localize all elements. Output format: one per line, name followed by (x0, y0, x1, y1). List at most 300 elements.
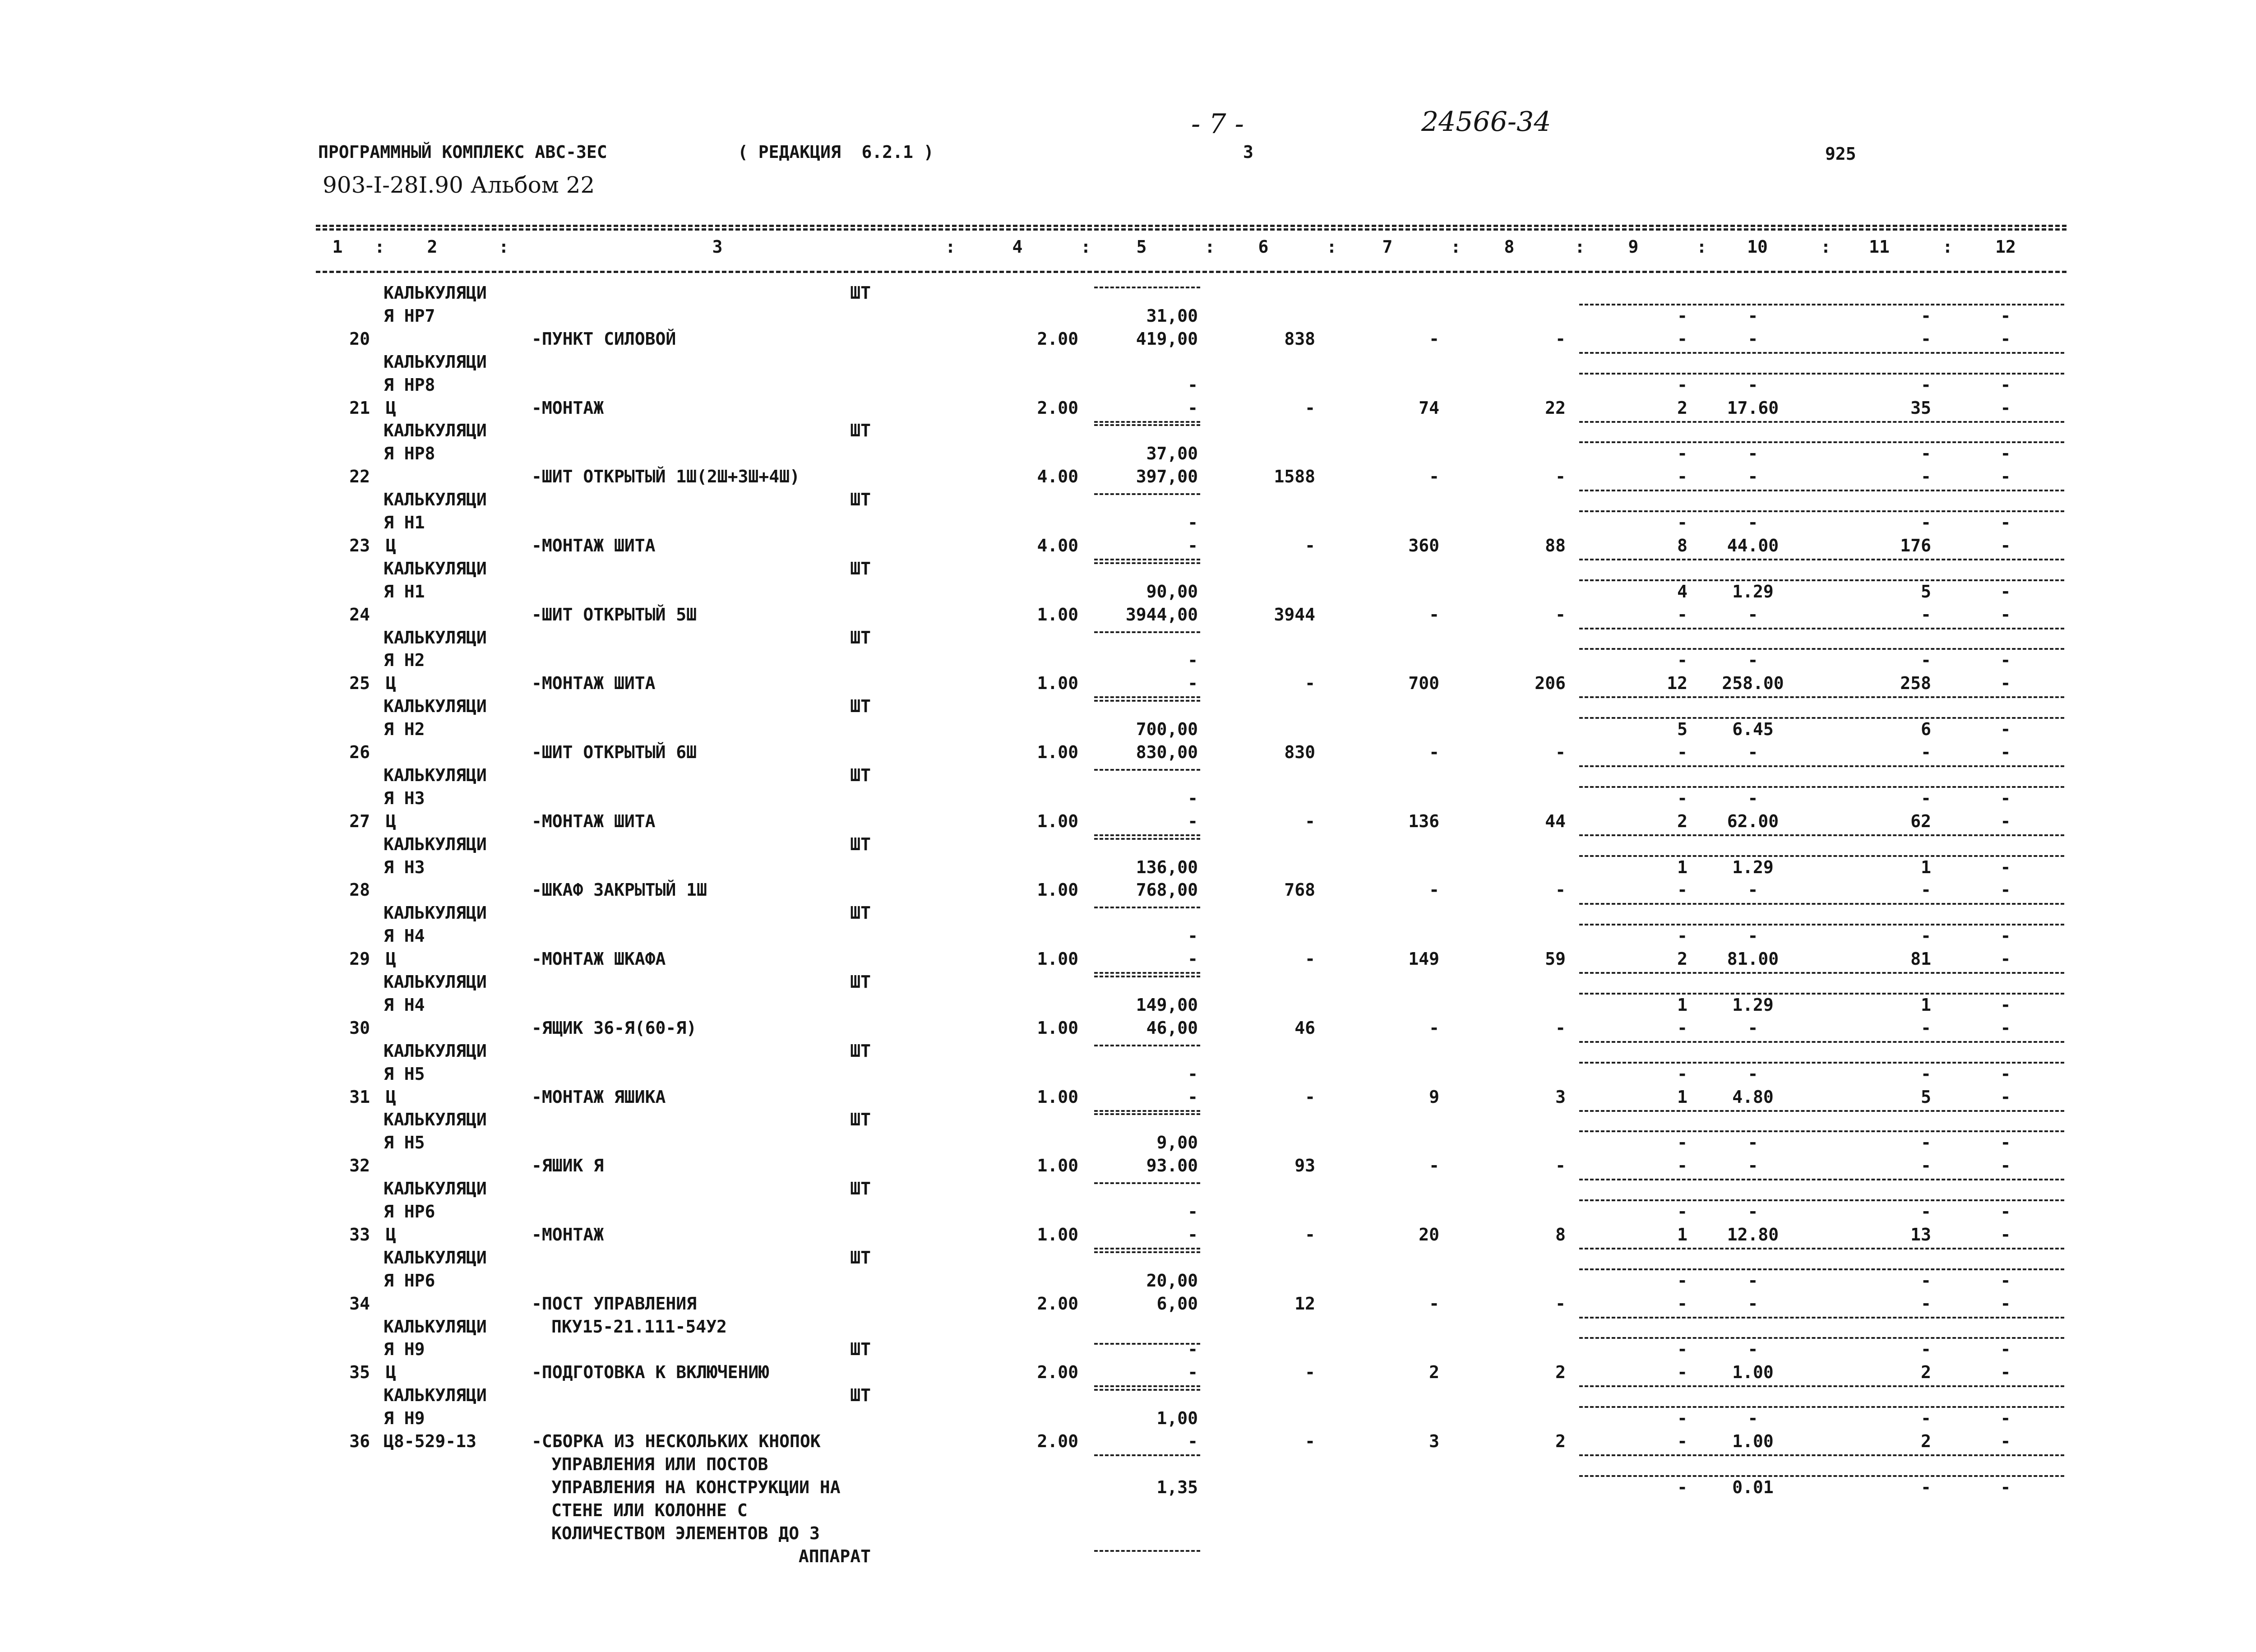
row-rule (1579, 1248, 2064, 1249)
unit-price: 3944,00 (1125, 604, 1198, 625)
col-10-value: - (1747, 305, 1758, 326)
col-11-value: - (1921, 305, 1931, 326)
calc-code: КАЛЬКУЛЯЦИ (384, 1247, 487, 1268)
quantity: 2.00 (1037, 329, 1078, 349)
calc-code: КАЛЬКУЛЯЦИ (384, 765, 487, 785)
price-rule (1094, 1045, 1200, 1046)
row-rule (1579, 1199, 2064, 1201)
col-12-value: - (2000, 949, 2011, 969)
col-7-value: - (1429, 604, 1439, 625)
col-10-value: - (1747, 1339, 1758, 1360)
col-11-value: 5 (1921, 581, 1931, 602)
calc-code: Я НР7 (384, 305, 435, 326)
col-7-value: - (1429, 1018, 1439, 1038)
col-11-value: - (1921, 926, 1931, 946)
item-name: -ШИТ ОТКРЫТЫЙ 5Ш (532, 604, 697, 625)
calc-code: Ц (386, 1224, 396, 1245)
total-cost: - (1305, 398, 1315, 418)
col-10-value: - (1747, 880, 1758, 900)
calc-code: Я НР6 (384, 1202, 435, 1222)
unit: ШТ (850, 834, 871, 854)
col-11-value: - (1921, 513, 1931, 532)
calc-code: КАЛЬКУЛЯЦИ (384, 834, 487, 854)
col-9-value: - (1677, 375, 1687, 395)
header-col-7: 7 (1382, 237, 1393, 257)
quantity: 2.00 (1037, 1362, 1078, 1383)
quantity: 4.00 (1037, 535, 1078, 555)
calc-code: Я Н1 (384, 581, 425, 602)
col-12-value: - (2000, 673, 2011, 694)
item-name: -МОНТАЖ (532, 1224, 604, 1245)
header-col-11: 11 (1869, 237, 1890, 257)
col-11-value: 258 (1900, 673, 1931, 694)
price-rule (1094, 696, 1200, 698)
unit-price: - (1188, 788, 1198, 808)
calc-code: Ц (386, 398, 396, 418)
unit-price: - (1188, 375, 1198, 395)
header-separator: : (374, 237, 385, 257)
col-7-value: - (1429, 467, 1439, 487)
quantity: 1.00 (1037, 742, 1078, 762)
unit-price: 700,00 (1136, 719, 1198, 740)
unit: АППАРАТ (798, 1546, 871, 1566)
unit-price: 1,35 (1156, 1477, 1198, 1497)
calc-code: Я Н2 (384, 719, 425, 740)
program-title: ПРОГРАММНЫЙ КОМПЛЕКС АВС-ЗЕС (318, 142, 607, 162)
unit-price: - (1188, 398, 1198, 418)
row-number: 28 (349, 880, 370, 900)
row-rule (1579, 373, 2064, 375)
item-name: -МОНТАЖ ШКАФА (532, 949, 666, 969)
col-10-value: - (1747, 513, 1758, 532)
unit-price: 93.00 (1146, 1156, 1198, 1176)
col-12-value: - (2000, 650, 2011, 671)
col-7-value: 3 (1429, 1431, 1439, 1451)
col-12-value: - (2000, 1408, 2011, 1429)
header-separator: : (1327, 237, 1337, 257)
col-8-value: 44 (1545, 811, 1566, 831)
unit: ШТ (850, 765, 871, 785)
col-8-value: - (1555, 1018, 1566, 1038)
col-11-value: - (1921, 650, 1931, 671)
item-name: -ШКАФ ЗАКРЫТЫЙ 1Ш (532, 880, 707, 900)
header-separator: : (1575, 237, 1585, 257)
quantity: 1.00 (1037, 673, 1078, 694)
calc-code: Ц (386, 949, 396, 969)
unit-price: - (1188, 1202, 1198, 1222)
calc-code: Ц (386, 1087, 396, 1107)
calc-code: КАЛЬКУЛЯЦИ (384, 1110, 487, 1130)
col-9-value: - (1677, 467, 1687, 487)
col-9-value: - (1677, 604, 1687, 625)
col-7-value: 9 (1429, 1087, 1439, 1107)
total-cost: 838 (1284, 329, 1315, 349)
col-9-value: 2 (1677, 811, 1687, 831)
col-9-value: - (1677, 329, 1687, 349)
col-12-value: - (2000, 1064, 2011, 1084)
col-10-value: 1.00 (1732, 1431, 1774, 1451)
calc-code: Я Н4 (384, 926, 425, 946)
quantity: 1.00 (1037, 880, 1078, 900)
total-cost: 46 (1294, 1018, 1315, 1038)
quantity: 4.00 (1037, 467, 1078, 487)
calc-code: КАЛЬКУЛЯЦИ (384, 1316, 487, 1337)
row-number: 23 (349, 535, 370, 555)
calc-code: Я Н2 (384, 650, 425, 671)
col-10-value: - (1747, 650, 1758, 671)
col-10-value: 81.00 (1727, 949, 1779, 969)
unit-price: - (1188, 1087, 1198, 1107)
col-7-value: 20 (1419, 1224, 1439, 1245)
col-12-value: - (2000, 1339, 2011, 1360)
header-col-5: 5 (1136, 237, 1147, 257)
row-number: 27 (349, 811, 370, 831)
col-11-value: - (1921, 1339, 1931, 1360)
total-cost: 93 (1294, 1156, 1315, 1176)
col-10-value: - (1747, 1156, 1758, 1176)
calc-code: Я Н5 (384, 1064, 425, 1084)
col-8-value: 206 (1535, 673, 1566, 694)
header-col-10: 10 (1747, 237, 1768, 257)
col-12-value: - (2000, 995, 2011, 1015)
col-7-value: - (1429, 329, 1439, 349)
col-8-value: 8 (1555, 1224, 1566, 1245)
header-separator: : (499, 237, 509, 257)
row-rule (1579, 628, 2064, 629)
header-col-3: 3 (712, 237, 723, 257)
row-number: 26 (349, 742, 370, 762)
col-8-value: - (1555, 604, 1566, 625)
calc-code: КАЛЬКУЛЯЦИ (384, 283, 487, 303)
unit-price: 830,00 (1136, 742, 1198, 762)
col-9-value: - (1677, 1293, 1687, 1314)
col-12-value: - (2000, 811, 2011, 831)
col-9-value: - (1677, 788, 1687, 808)
col-12-value: - (2000, 581, 2011, 602)
col-10-value: - (1747, 1293, 1758, 1314)
col-11-value: - (1921, 467, 1931, 487)
unit: ШТ (850, 1339, 871, 1360)
col-12-value: - (2000, 604, 2011, 625)
col-12-value: - (2000, 1270, 2011, 1291)
unit-price: - (1188, 535, 1198, 555)
col-10-value: 1.29 (1732, 995, 1774, 1015)
col-9-value: - (1677, 1362, 1687, 1383)
price-rule (1094, 1550, 1200, 1552)
row-rule (1579, 1454, 2064, 1456)
col-12-value: - (2000, 1362, 2011, 1383)
row-rule (1579, 1041, 2064, 1043)
col-8-value: - (1555, 880, 1566, 900)
row-rule (1579, 1337, 2064, 1339)
row-rule (1579, 972, 2064, 974)
row-rule (1579, 1110, 2064, 1112)
price-rule (1094, 493, 1200, 495)
row-number: 30 (349, 1018, 370, 1038)
col-12-value: - (2000, 1224, 2011, 1245)
calc-code: Я Н5 (384, 1133, 425, 1153)
row-rule (1579, 834, 2064, 836)
col-11-value: 13 (1910, 1224, 1931, 1245)
unit-price: - (1188, 1064, 1198, 1084)
row-rule (1579, 924, 2064, 925)
col-9-value: - (1677, 926, 1687, 946)
unit-price: 20,00 (1146, 1270, 1198, 1291)
unit-price: 31,00 (1146, 305, 1198, 326)
unit-price: 149,00 (1136, 995, 1198, 1015)
header-col-1: 1 (332, 237, 343, 257)
col-11-value: - (1921, 1293, 1931, 1314)
total-cost: - (1305, 1362, 1315, 1383)
row-rule (1579, 1062, 2064, 1064)
unit: ШТ (850, 1041, 871, 1061)
col-11-value: - (1921, 604, 1931, 625)
col-9-value: 2 (1677, 949, 1687, 969)
calc-code: КАЛЬКУЛЯЦИ (384, 352, 487, 372)
col-11-value: 2 (1921, 1431, 1931, 1451)
quantity: 1.00 (1037, 811, 1078, 831)
unit-price: - (1188, 513, 1198, 532)
item-name: -МОНТАЖ ЯШИКА (532, 1087, 666, 1107)
col-12-value: - (2000, 1293, 2011, 1314)
item-name: -ПОСТ УПРАВЛЕНИЯ (532, 1293, 697, 1314)
calc-code: Ц (386, 811, 396, 831)
header-col-6: 6 (1258, 237, 1269, 257)
calc-code: Ц (386, 535, 396, 555)
col-11-value: 62 (1910, 811, 1931, 831)
unit-price: 768,00 (1136, 880, 1198, 900)
unit-price: 46,00 (1146, 1018, 1198, 1038)
unit-price: 1,00 (1156, 1408, 1198, 1429)
unit-price: - (1188, 926, 1198, 946)
header-separator: : (1451, 237, 1461, 257)
header-col-2: 2 (427, 237, 438, 257)
unit: ШТ (850, 421, 871, 441)
col-11-value: - (1921, 1270, 1931, 1291)
row-rule (1579, 1268, 2064, 1270)
quantity: 1.00 (1037, 1156, 1078, 1176)
item-name: ПКУ15-21.111-54У2 (551, 1316, 727, 1337)
row-number: 29 (349, 949, 370, 969)
calc-code: КАЛЬКУЛЯЦИ (384, 972, 487, 992)
col-9-value: - (1677, 1339, 1687, 1360)
col-12-value: - (2000, 375, 2011, 395)
unit-price: 136,00 (1136, 857, 1198, 877)
price-rule (1094, 562, 1200, 564)
col-10-value: 6.45 (1732, 719, 1774, 740)
calc-code: Ц (386, 1362, 396, 1383)
col-10-value: 0.01 (1732, 1477, 1774, 1497)
item-name: -ЯШИК Я (532, 1156, 604, 1176)
total-cost: - (1305, 1087, 1315, 1107)
col-8-value: 22 (1545, 398, 1566, 418)
col-12-value: - (2000, 329, 2011, 349)
col-9-value: - (1677, 650, 1687, 671)
col-7-value: - (1429, 742, 1439, 762)
calc-code: КАЛЬКУЛЯЦИ (384, 490, 487, 510)
col-11-value: 1 (1921, 857, 1931, 877)
price-rule (1094, 1182, 1200, 1184)
price-rule (1094, 1389, 1200, 1391)
unit: ШТ (850, 696, 871, 717)
item-name: -ЯЩИК 36-Я(60-Я) (532, 1018, 697, 1038)
col-10-value: 44.00 (1727, 535, 1779, 555)
price-rule (1094, 834, 1200, 836)
col-10-value: - (1747, 1064, 1758, 1084)
unit-price: 6,00 (1156, 1293, 1198, 1314)
row-rule (1579, 352, 2064, 354)
sheet-code: 925 (1825, 144, 1856, 164)
unit: ШТ (850, 903, 871, 923)
item-name: -МОНТАЖ ШИТА (532, 673, 656, 694)
col-7-value: - (1429, 880, 1439, 900)
item-name: -МОНТАЖ (532, 398, 604, 418)
row-rule (1579, 1317, 2064, 1319)
col-9-value: 12 (1667, 673, 1687, 694)
col-11-value: 35 (1910, 398, 1931, 418)
price-rule (1094, 972, 1200, 974)
col-8-value: 59 (1545, 949, 1566, 969)
col-7-value: - (1429, 1293, 1439, 1314)
calc-code: КАЛЬКУЛЯЦИ (384, 1385, 487, 1406)
unit: ШТ (850, 627, 871, 648)
unit-price: - (1188, 811, 1198, 831)
col-12-value: - (2000, 535, 2011, 555)
col-10-value: 4.80 (1732, 1087, 1774, 1107)
col-12-value: - (2000, 1431, 2011, 1451)
header-col-4: 4 (1012, 237, 1023, 257)
item-name: -ШИТ ОТКРЫТЫЙ 1Ш(2Ш+3Ш+4Ш) (532, 467, 800, 487)
col-12-value: - (2000, 398, 2011, 418)
col-12-value: - (2000, 857, 2011, 877)
price-rule (1094, 700, 1200, 702)
calc-code: Я НР8 (384, 444, 435, 464)
col-7-value: 149 (1408, 949, 1439, 969)
total-cost: - (1305, 1224, 1315, 1245)
col-11-value: - (1921, 1133, 1931, 1153)
unit: ШТ (850, 490, 871, 510)
col-11-value: - (1921, 1156, 1931, 1176)
row-number: 22 (349, 467, 370, 487)
col-9-value: - (1677, 1064, 1687, 1084)
header-col-8: 8 (1504, 237, 1515, 257)
col-8-value: 3 (1555, 1087, 1566, 1107)
quantity: 1.00 (1037, 1018, 1078, 1038)
total-cost: - (1305, 673, 1315, 694)
col-12-value: - (2000, 926, 2011, 946)
unit-price: 397,00 (1136, 467, 1198, 487)
col-10-value: 258.00 (1722, 673, 1784, 694)
header-separator: : (1697, 237, 1707, 257)
col-7-value: - (1429, 1156, 1439, 1176)
item-name: УПРАВЛЕНИЯ ИЛИ ПОСТОВ (551, 1454, 768, 1474)
col-11-value: - (1921, 1202, 1931, 1222)
col-11-value: - (1921, 1477, 1931, 1497)
col-7-value: 74 (1419, 398, 1439, 418)
item-name: -ШИТ ОТКРЫТЫЙ 6Ш (532, 742, 697, 762)
col-12-value: - (2000, 1018, 2011, 1038)
col-10-value: 17.60 (1727, 398, 1779, 418)
col-10-value: - (1747, 742, 1758, 762)
col-8-value: - (1555, 329, 1566, 349)
unit: ШТ (850, 972, 871, 992)
unit-price: - (1188, 1362, 1198, 1383)
quantity: 1.00 (1037, 604, 1078, 625)
item-name: СТЕНЕ ИЛИ КОЛОННЕ С (551, 1500, 748, 1520)
quantity: 2.00 (1037, 398, 1078, 418)
price-rule (1094, 1110, 1200, 1112)
item-name: -ПУНКТ СИЛОВОЙ (532, 329, 676, 349)
row-rule (1579, 441, 2064, 443)
col-8-value: 2 (1555, 1362, 1566, 1383)
unit: ШТ (850, 283, 871, 303)
col-9-value: - (1677, 1270, 1687, 1291)
calc-code: Я Н9 (384, 1339, 425, 1360)
col-8-value: - (1555, 1156, 1566, 1176)
row-number: 31 (349, 1087, 370, 1107)
col-10-value: - (1747, 1408, 1758, 1429)
unit-price: 9,00 (1156, 1133, 1198, 1153)
price-rule (1094, 1454, 1200, 1456)
col-12-value: - (2000, 719, 2011, 740)
row-number: 36 (349, 1431, 370, 1451)
quantity: 1.00 (1037, 1224, 1078, 1245)
row-number: 33 (349, 1224, 370, 1245)
col-10-value: - (1747, 467, 1758, 487)
col-9-value: 1 (1677, 995, 1687, 1015)
item-name: -СБОРКА ИЗ НЕСКОЛЬКИХ КНОПОК (532, 1431, 821, 1451)
unit-price: - (1188, 949, 1198, 969)
col-12-value: - (2000, 1087, 2011, 1107)
total-cost: 830 (1284, 742, 1315, 762)
col-10-value: - (1747, 1270, 1758, 1291)
total-cost: 1588 (1274, 467, 1315, 487)
total-cost: 12 (1294, 1293, 1315, 1314)
row-rule (1579, 421, 2064, 423)
col-9-value: 1 (1677, 1224, 1687, 1245)
calc-code: Я НР8 (384, 375, 435, 395)
calc-code: Я Н3 (384, 788, 425, 808)
col-10-value: 12.80 (1727, 1224, 1779, 1245)
calc-code: Я Н1 (384, 513, 425, 532)
header-separator: : (1205, 237, 1215, 257)
col-8-value: 88 (1545, 535, 1566, 555)
col-12-value: - (2000, 513, 2011, 532)
calc-code: КАЛЬКУЛЯЦИ (384, 627, 487, 648)
col-11-value: - (1921, 375, 1931, 395)
col-9-value: 4 (1677, 581, 1687, 602)
edition: ( РЕДАКЦИЯ 6.2.1 ) (738, 142, 934, 162)
col-11-value: - (1921, 788, 1931, 808)
col-10-value: 1.29 (1732, 857, 1774, 877)
col-11-value: 176 (1900, 535, 1931, 555)
row-rule (1579, 903, 2064, 905)
price-rule (1094, 1251, 1200, 1253)
col-12-value: - (2000, 1156, 2011, 1176)
col-9-value: - (1677, 880, 1687, 900)
unit: ШТ (850, 1110, 871, 1130)
col-10-value: - (1747, 604, 1758, 625)
unit-price: - (1188, 1224, 1198, 1245)
total-cost: - (1305, 535, 1315, 555)
col-9-value: - (1677, 1431, 1687, 1451)
col-9-value: 8 (1677, 535, 1687, 555)
section-number: 3 (1243, 142, 1253, 162)
row-number: 21 (349, 398, 370, 418)
col-10-value: 1.29 (1732, 581, 1774, 602)
project-code: 903-I-28I.90 Альбом 22 (323, 172, 595, 198)
unit-price: - (1188, 673, 1198, 694)
